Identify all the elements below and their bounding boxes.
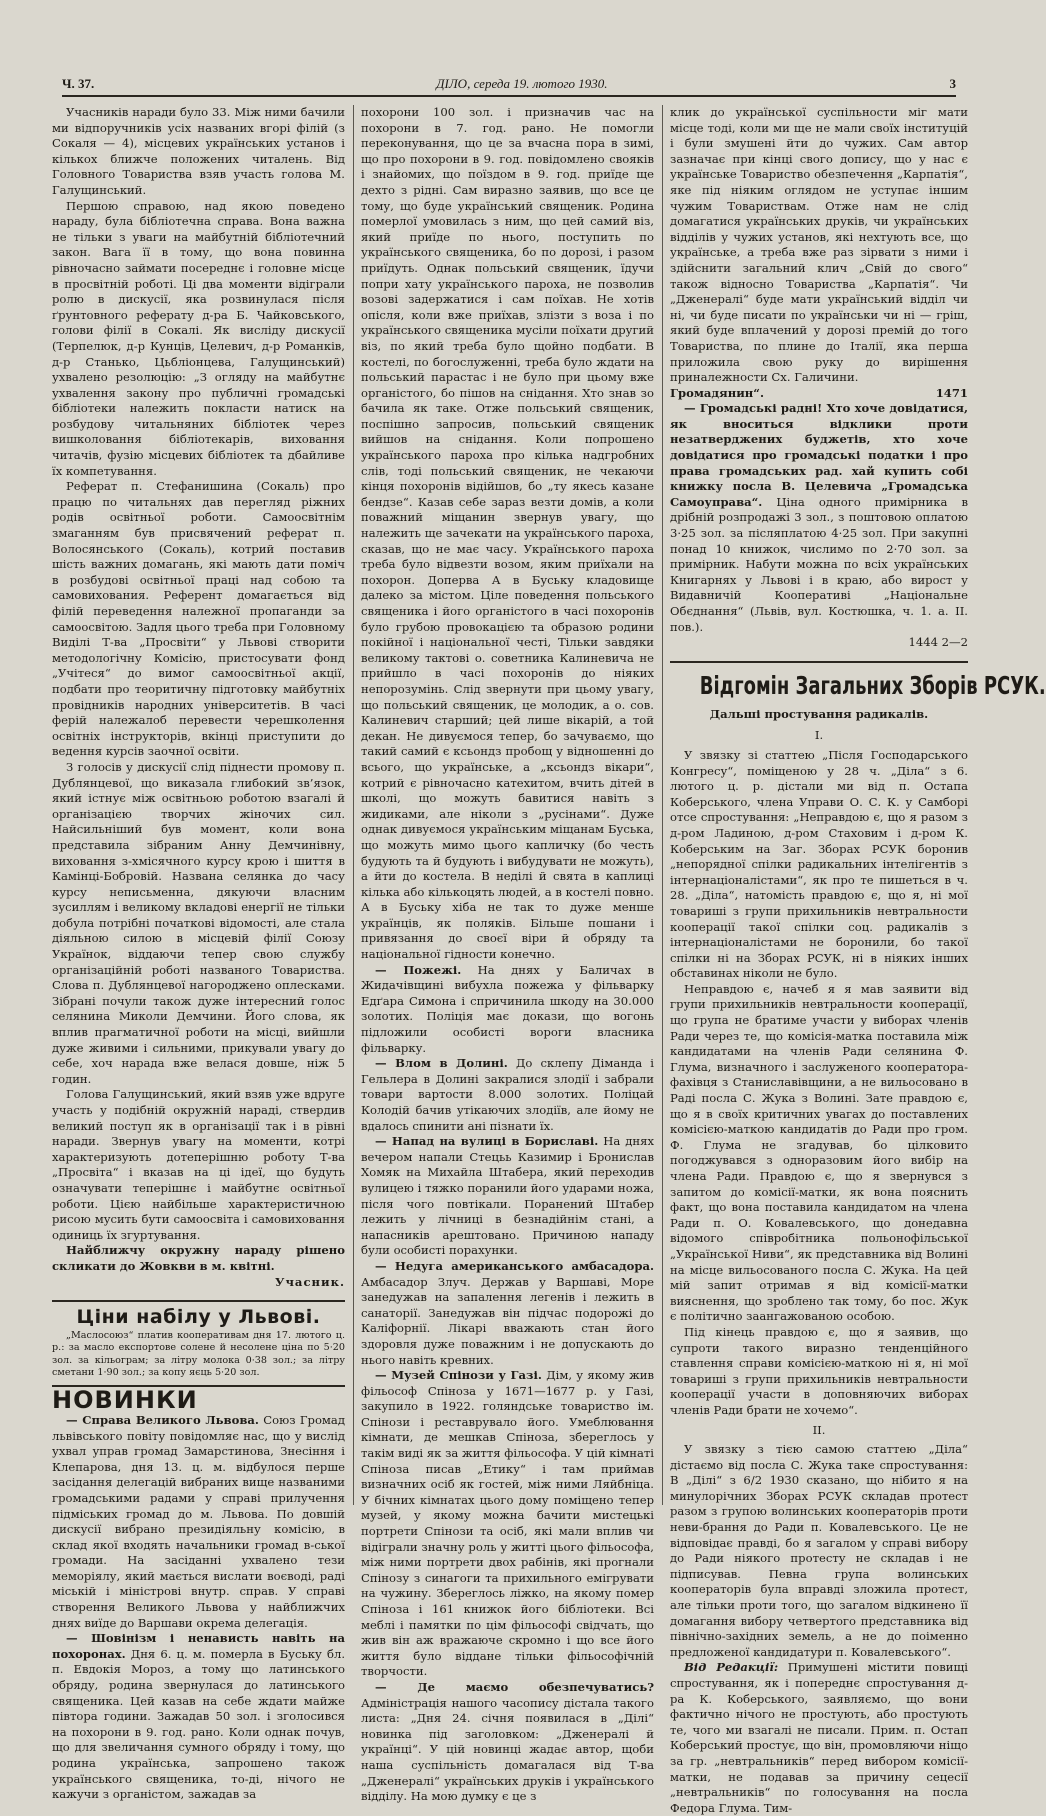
news-item-body: Амбасадор Злуч. Держав у Варшаві, Море занедужав на запалення легенів і лежить в санаторії. Занедужав він підчас подорожі до Каліфорнії. Лікарі вважають стан його здоровля дуже поважним і не допускають до нього навіть кревних.: [361, 1274, 654, 1367]
news-item-body: Союз Громад львівського повіту повідомляє нас, що у вислід ухвал управ громад Замарстинова, Знесіння і Клепарова, дня 13. ц. м. відбулося перше засідання делегацій вибраних вище названими громадськими радами у справі прилучення підміських громад до м. Львова. По довшій дискусії вибрано президіяльну комісію, в склад якої входять начальники громад в-ської громади. На засіданні ухвалено тези меморіялу, який мається вислати воєводі, раді міській і міністрові внутр. справ. У справі створення Великого Львова у найближчих днях виїде до Варшави окрема делегація.: [52, 1412, 345, 1630]
news-item-title: — Громадські радні! Хто хоче довідатися, як вноситься відклики проти незатверджених буджетів, хто хоче довідатися про громадські податки і про права громадських рад. хай купить собі книжку посла В. Целевича „Громадська Самоуправа“.: [670, 401, 968, 509]
news-item: [670, 401, 968, 635]
columns: [52, 105, 1046, 1815]
section-number: I.: [814, 728, 824, 743]
news-item-body: На днях вечером напали Стецьь Казимир і Бронислав Хомяк на Михайла Штабера, який переходив вулицею і тяжко поранили його ударами ножа, після чого повтікали. Поранений Штабер лежить у лічниці в безнадійнім стані, а напасників арештовано. Причиною нападу були особисті порахунки.: [361, 1134, 654, 1258]
news-item: [361, 1368, 654, 1680]
article-paragraph: Учасників наради було 33. Між ними бачили ми відпоручників усіх названих вгорі філій (з Сокаля — 4), місцевих українських установ і кількох ближче положених читалень. Від Головного Товариства взяв участь голова М. Галущинський.: [52, 105, 345, 197]
article-paragraph: Голова Галущинський, який взяв уже вдруге участь у подібній окружній нараді, ствердив великий поступ як в організації так і в рівні наради. Звернув увагу на моменти, котрі характеризують дотеперішню роботу Т-ва „Просвіта“ і вказав на ці ідеї, що будуть означувати теперішнє і майбутнє освітньої роботи. Цією найбільше характеристичною рисою мусить бути самоосвіта і самовиховання одиниць їх згуртування.: [52, 1087, 345, 1242]
editorial-note: [670, 1660, 968, 1816]
news-item: [52, 1631, 345, 1803]
editorial-label: Від Редакції:: [684, 1660, 779, 1675]
divider: [670, 661, 968, 663]
article-paragraph: У звязку зі статтею „Після Господарського Конгресу“, поміщеною у 28 ч. „Діла“ з 6. лютого ц. р. дістали ми від п. Остапа Коберського, члена Управи О. С. К. у Самборі отсе спростування: „Неправдою є, що я разом з д-ром Ладиною, д-ром Стаховим і д-ром К. Коберським на Заг. Зборах РСУК боронив „непорядної спілки радикальних інтелігентів з інтернаціоналістами“, як про те пишеться в ч. 28. „Діла“, натомість правдою є, що я, ні мої товариші з групи прихильників невтральности кооперації такої спілки соц. радикалів з інтернаціоналістами не боронили, бо такої спілки ні на Зборах РСУК, ні в ніяких інших обставинах ніколи не було.: [670, 747, 968, 981]
article-paragraph: Найближчу окружну нараду рішено скликати до Жовкви в м. квітні.: [52, 1243, 345, 1273]
ad-stamp: 1444 2—2: [908, 635, 968, 650]
news-item-title: — Влом в Долині.: [375, 1056, 508, 1071]
article-paragraph: Неправдою є, начеб я я мав заявити від групи прихильників невтральности кооперації, що група не братиме участи у виборах членів Ради через те, що комісія-матка поставила між кандидатами на членів Ради селянина Ф. Глума, визначного і заслуженого кооператора-фахівця з Станиславівщини, а не вильосовано в Раді посла С. Жука з Волині. Зате правдою є, що я в своїх критичних увагах до поставлених комісією-маткою кандидатів до Ради про гром. Ф. Глума не згадував, бо цілковито погоджувався з одноразовим його вибір на члена Ради. Правдою є, що я звернувся з запитом до комісії-матки, як вона пояснить факт, що вона поставила кандидатом на члена Ради п. О. Ковалевського, що донедавна відомого співробітника польонофільської „Української Ниви“, як представника від Волині на місце вильосованого посла С. Жука. На цей мій запит отримав я від комісії-матки вияснення, що зроблено так тому, бо пос. Жук є політично заангажованою особою.: [670, 981, 968, 1324]
news-item: [361, 1680, 654, 1805]
news-item-body: Дім, у якому жив фільософ Спіноза у 1671—1677 р. у Газі, закупило в 1922. голяндське товариство ім. Спінози і реставрувало його. Умеблювання кімнати, де мешкав Спіноза, збереглось у такім виді як за життя фільософа. У цій кімнаті Спіноза писав „Етику“ і там приймав визначних осіб як гостей, між ними Ляйбніца. У бічних кімнатах цього дому поміщено тепер музей, у якому можна бачити мистецькі портрети Спінози та осіб, які мали вплив чи відіграли значну роль у житті цього фільософа, між ними портрети двох рабінів, які прогнали Спінозу з синагоги та прихильного емігрувати на чужину. Збереглось ліжко, на якому помер Спіноза і 161 книжок його бібліотеки. Всі меблі і памятки по цім фільософі свідчать, що жив він аж вражаюче скромно і що все його життя було віддане тільки фільософічній творчости.: [361, 1368, 655, 1679]
article-paragraph: Першою справою, над якою поведено нараду, була бібліотечна справа. Вона важна не тільки з уваги на майбутній бібліотечний закон. Вага її в тому, що вона повинна рівночасно займати посереднє і головне місце в просвітній роботі. Ці два моменти відіграли ролю в дискусії, яка розвинулася після ґрунтовного реферату д-ра Б. Чайковського, голови філії в Сокалі. Як висліду дискусії (Терпелюк, д-р Кунців, Целевич, д-р Романків, д-р Станько, Цьбліонцева, Галущинський) ухвалено резолюцію: „З огляду на майбутнє ухвалення закону про публичні громадські бібліотеки належить покласти натиск на розбудову читальняних бібліотек через вишколовання бібліотекарів, виховання читачів, фузію місцевих бібліотек та дбайливе їх компетування.: [52, 198, 345, 478]
news-item: [361, 1259, 654, 1368]
column-1: [52, 105, 346, 1802]
news-item-title: — Пожежі.: [375, 962, 462, 977]
news-item: [361, 1056, 654, 1134]
news-item-title: — Недуга американського амбасадора.: [375, 1258, 654, 1273]
masthead: [62, 76, 956, 97]
article-paragraph: похорони 100 зол. і призначив час на похорони в 7. год. рано. Не помогли переконування, що це за вчасна пора в зимі, що про похорони в 9. год. повідомлено свояків і знайомих, що поїздом в 9. год. приїде ще дехто з рідні. Сам виразно заявив, що все це тому, що буде український священик. Родина померлої умовилась з ним, що цей самий віз, який приїде по нього, поступить по українського священика, бо по дорозі, і разом приїдуть. Однак польський священик, їдучи попри хату українського пароха, не позволив возові задержатися і сам поїхав. Не хотів опісля, коли вже приїхав, злізти з воза і по українського священика мусіли поїхати другий віз, по який треба було щойно подбати. В костелі, по богослуженні, треба було ждати на польський парастас і не було при цьому вже органістого, бо пішов на снідання. Хто знав зо бачила як таке. Отже польський священик, поспішно запросив, польський священик вийшов на снідання. Коли попрошено українського пароха про кілька надгробних слів, тоді польський священик, не чекаючи кінця похоронів відійшов, бо „ту якесь казане бендзе“. Казав себе зараз везти домів, а коли поважний міщанин звернув увагу, що належить ще зачекати на українського пароха, сказав, що не має часу. Українського пароха треба було відвезти возом, яким приїхали на похорон. Доперва А в Буську кладовище далеко за містом. Ціле поведення польського священика і його органістого в часі похоронів було грубою провокацією та образою родини покійної і національної честі, Тільки завдяки великому тактові о. советника Калиневича не прийшло в часі похоронів до ніяких непорозумінь. Слід звернути при цьому увагу, що польський священик, це молодик, а о. сов. Калиневич старший; цей лише вікарій, а той декан. Не дивуємося тепер, бо зачуваємо, що такий самий є ксьондз пробощ у відношенні до всього, що українське, а „ксьондз вікари“, котрий є рівночасно катехитом, вчить дітей в школі, що можуть бавитися навіть з жидиками, але ніколи з „русінами“. Дуже однак дивуємося українським міщанам Буська, що можуть мимо цього капличку (бо честь будують та й будують і вибудувати не можуть), а йти до костела. В неділі й свята в каплиці кілька або кількоцять людей, а в костелі повно. А в Буську хіба не так то дуже менше українців, як поляків. Більше пошани і привязання до своєї віри й обряду та національної гідности конечно.: [361, 105, 654, 962]
ad-number: 1471: [935, 385, 968, 400]
page-number: 3: [949, 76, 956, 91]
news-item-title: — Справа Великого Львова.: [66, 1412, 259, 1427]
prices-heading: Ціни набілу у Львові.: [76, 1306, 321, 1329]
article-headline: Відгомін Загальних Зборів РСУК.: [699, 670, 1046, 700]
news-item-body: Ціна одного примірника в дрібній розпродажі 3 зол., з поштовою оплатою 3·25 зол. за післяплатою 4·25 зол. При закупні понад 10 книжок, числимо по 2·70 зол. за примірник. Набути можна по всіх українських Книгарнях у Львові і в краю, або вирост у Видавничій Кооперативі „Національне Обєднання“ (Львів, вул. Костюшка, ч. 1. а. II. пов.).: [670, 494, 969, 634]
news-item-title: — Де маємо обезпечуватись?: [375, 1679, 654, 1694]
issue-number: Ч. 37.: [62, 76, 95, 91]
news-heading: НОВИНКИ: [52, 1385, 345, 1409]
article-signature: Учасник.: [275, 1274, 345, 1289]
news-item: [361, 963, 654, 1057]
article-paragraph: Під кінець правдою є, що я заявив, що супроти такого виразно тенденційного ставлення справи комісією-маткою ні я, ні мої товариші з групи прихильників невтральности кооперації участи в доповняючих виборах членів Ради брати не хочемо“.: [670, 1324, 968, 1417]
column-3: [662, 105, 1046, 1815]
news-item-body: До склепу Діманда і Гельлера в Долині закралися злодії і забрали товари вартости 8.000 золотих. Поліцай Колодій бачив утікаючих злодіїв, але йому не вдалось спинити ані пізнати їх.: [361, 1056, 654, 1133]
news-item-body: Адміністрація нашого часопису дістала такого листа: „Дня 24. січня появилася в „Ділі“ новинка під заголовком: „Дженералі й українці“. У цій новинці жадає автор, щоби наша суспільність домагалася від Т-ва „Дженералі“ українських друків і українського відділу. На мою думку є це з: [361, 1695, 654, 1804]
news-item-title: — Музей Спінози у Газі.: [375, 1368, 542, 1383]
article-subheadline: Дальші простування радикалів.: [709, 706, 929, 721]
news-item-body: Дня 6. ц. м. померла в Буську бл. п. Евдокія Мороз, а тому що латинського обряду, родина звернулася до латинського священика. Цей казав на себе ждати майже півтора години. Зажадав 50 зол. і зголосився на похорони в 9. год. рано. Коли однак почув, що для звеличання сумного обряду і тому, що родина українська, запрошено також українського священика, то-ді, нічого не кажучи з органістом, зажадав за: [52, 1646, 346, 1802]
editorial-body: Примушені містити повищі спростування, як і попереднє спростування д-ра К. Коберського, заявляємо, що вони фактично нічого не простують, або простують те, чого ми взагалі не писали. Прим. п. Остап Коберський простує, що він, промовляючи ніщо за гр. „невтральників“ перед вибором комісії-матки, не подавав за причину сецесії „невтральників“ по голосування на посла Федора Глума. Тим-: [670, 1660, 969, 1815]
news-item-title: — Шовінізм і ненависть навіть на похоронах.: [52, 1631, 345, 1661]
article-paragraph: клик до української суспільности міг мати місце тоді, коли ми ще не мали своїх інституцій і були змушені йти до чужих. Сам автор зазначає при кінці свого допису, що у нас є українське Товариство обезпечення „Карпатія“, яке під ніяким оглядом не уступає іншим чужим Товариствам. Отже нам не слід домагатися українських друків, чи українських відділів у чужих установ, які нехтують все, що українське, а треба вже раз зірвати з ними і здійснити загальний клич „Свій до свого“ також відносно Товариства „Карпатія“. Чи „Дженералі“ буде мати український відділ чи ні, чи буде писати по українськи чи ні — гріш, який буде вплачений у дорозі премій до того Товариства, по плине до Італії, яка перша приложила свою руку до вирішення приналежности Сх. Галичини.: [670, 105, 968, 385]
news-item: [361, 1134, 654, 1259]
news-item-title: — Напад на вулиці в Бориславі.: [375, 1134, 599, 1149]
news-item-body: На днях у Баличах в Жидачівщині вибухла пожежа у фільварку Едґара Симона і спричинила шкоду на 30.000 золотих. Поліція має докази, що вогонь підложили особисті вороги власника фільварку.: [361, 962, 654, 1055]
letter-signature: Громадянин“.: [670, 385, 764, 400]
column-2: [353, 105, 655, 1804]
news-item: [52, 1413, 345, 1631]
prices-text: „Маслосоюз“ платив кооперативам дня 17. лютого ц. р.: за масло експортове солене й несолене ціна по 5·20 зол. за кільограм; за літру молока 0·38 зол.; за літру сметани 1·90 зол.; за копу яєць 5·20 зол.: [52, 1329, 345, 1378]
newspaper-title-date: ДІЛО, середа 19. лютого 1930.: [436, 76, 608, 91]
letter-signature-row: [670, 386, 968, 402]
article-paragraph: Реферат п. Стефанишина (Сокаль) про працю по читальнях дав перегляд ріжних родів освітньої роботи. Самоосвітнім змаганням був присвячений реферат п. Волосянського (Сокаль), котрий поставив шість важних домагань, які мають дати поміч в розбудові освітньої праці над собою та самовихования. Референт домагається від філій переведення належної пропаганди за самоосвітою. Задля цього треба при Головному Виділі Т-ва „Просвіти“ у Львові створити методологічну Комісію, пристосувати фонд „Учітеся“ до вимог самоосвітньої акції, подбати про теоритичну підготовку майбутніх провідників народних університетів. В часі ферій належалоб перевести черешколення освітніх інструкторів, вкінці приступити до ведення курсів заочної освіти.: [52, 479, 345, 759]
section-number: II.: [812, 1422, 826, 1437]
article-paragraph: У звязку з тією самою статтею „Діла“ дістаємо від посла С. Жука таке спростування: В „Ділі“ з 6/2 1930 сказано, що нібито я на минулорічних Зборах РСУК складав протест разом з групою волинських кооператорів проти неви-брання до Ради п. Ковалевського. Це не відповідає правді, бо я загалом у справі вибору до Ради ніякого протесту не складав і не підписував. Певна група волинських кооператорів була вправді зложила протест, але тільки проти того, що загалом відкинено її домагання вибору четвертого представника від північно-західних земель, а не до поіменно предложеної кандидатури п. Ковалевського“.: [670, 1442, 968, 1659]
article-paragraph: З голосів у дискусії слід піднести промову п. Дублянцевої, що виказала глибокий зв’язок, який істнує між освітньою роботою взагалі й організацією творчих жіночих сил. Найсильніший був момент, коли вона представила зібраним Анну Демчинівну, виховання з-хмісячного курсу крою і шиття в Камінці-Бобровій. Названа селянка до часу курсу неписьменна, дякуючи власним зусиллям і великому вкладові енергії не тільки добула потрібні початкові відомості, але стала діяльною силою в місцевій філії Союзу Українок, віддаючи тепер свою службу організаційній роботі названого Товариства. Слова п. Дублянцевої нагороджено оплесками. Зібрані почули також дуже інтересний голос селянина Миколи Демчини. Його слова, як вплив прагматичної роботи на місці, вийшли дуже живими і сильними, прикували увагу до себе, хоч нарада вже велася довше, ніж 5 годин.: [52, 759, 345, 1086]
divider: [52, 1300, 345, 1302]
